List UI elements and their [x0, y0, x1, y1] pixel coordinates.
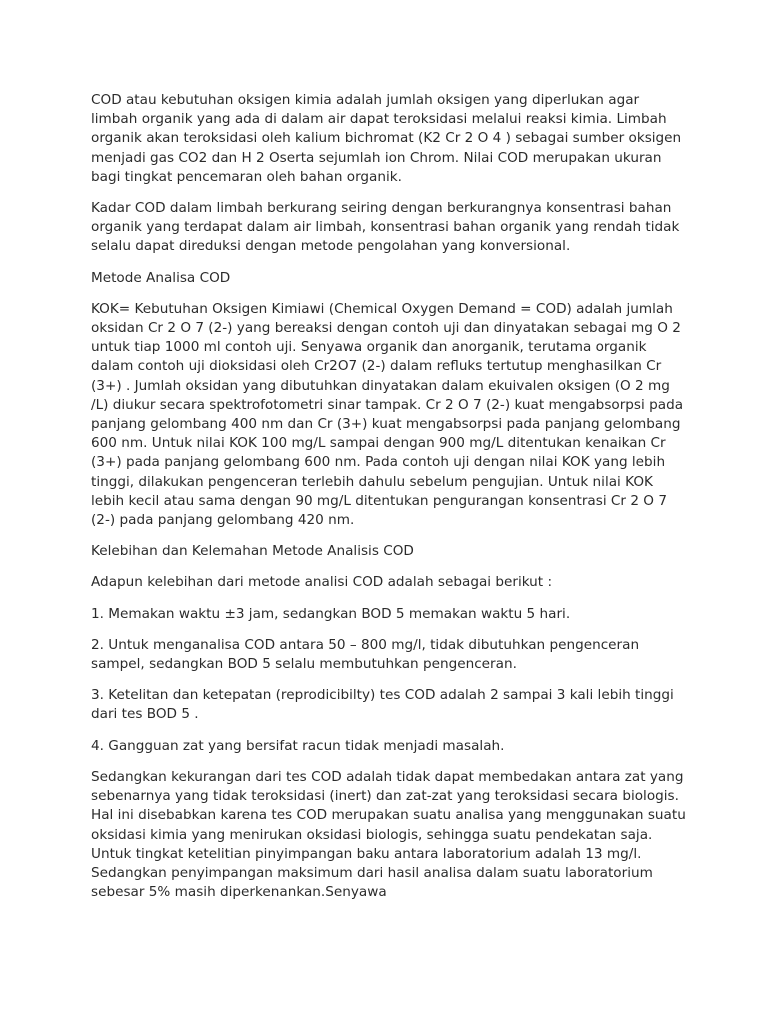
- list-item-1: 1. Memakan waktu ±3 jam, sedangkan BOD 5 memakan waktu 5 hari.: [91, 605, 571, 622]
- list-item-2: 2. Untuk menganalisa COD antara 50 – 800 mg/l, tidak dibutuhkan pengenceran sampel, sedangkan BOD 5 selalu membutuhkan pengenceran.: [91, 636, 640, 673]
- paragraph-cod-definition: COD atau kebutuhan oksigen kimia adalah jumlah oksigen yang diperlukan agar limbah organik yang ada di dalam air dapat teroksidasi melalui reaksi kimia. Limbah organik akan teroksidasi oleh kalium bichromat (K2 Cr 2 O 4 ) sebagai sumber oksigen menjadi gas CO2 dan H 2 Oserta sejumlah ion Chrom. Nilai COD merupakan ukuran bagi tingkat pencemaran oleh bahan organik.: [91, 92, 682, 185]
- paragraph-cod-levels: Kadar COD dalam limbah berkurang seiring dengan berkurangnya konsentrasi bahan organik yang terdapat dalam air limbah, konsentrasi bahan organik yang rendah tidak selalu dapat direduksi dengan metode pengolahan yang konversional.: [91, 200, 680, 255]
- heading-kelebihan-kelemahan: Kelebihan dan Kelemahan Metode Analisis COD: [91, 543, 414, 560]
- document-body: [91, 91, 686, 914]
- paragraph-kelebihan-intro: Adapun kelebihan dari metode analisi COD adalah sebagai berikut :: [91, 574, 553, 591]
- list-item-3: 3. Ketelitan dan ketepatan (reprodicibilty) tes COD adalah 2 sampai 3 kali lebih tinggi dari tes BOD 5 .: [91, 687, 674, 723]
- paragraph-kok-method: KOK= Kebutuhan Oksigen Kimiawi (Chemical Oxygen Demand = COD) adalah jumlah oksidan Cr 2 O 7 (2-) yang bereaksi dengan contoh uji dan dinyatakan sebagai mg O 2 untuk tiap 1000 ml contoh uji. Senyawa organik dan anorganik, terutama organik dalam contoh uji dioksidasi oleh Cr2O7 (2-) dalam refluks tertutup menghasilkan Cr (3+) . Jumlah oksidan yang dibutuhkan dinyatakan dalam ekuivalen oksigen (O 2 mg /L) diukur secara spektrofotometri sinar tampak. Cr 2 O 7 (2-) kuat mengabsorpsi pada panjang gelombang 400 nm dan Cr (3+) kuat mengabsorpsi pada panjang gelombang 600 nm. Untuk nilai KOK 100 mg/L sampai dengan 900 mg/L ditentukan kenaikan Cr (3+) pada panjang gelombang 600 nm. Pada contoh uji dengan nilai KOK yang lebih tinggi, dilakukan pengenceran terlebih dahulu sebelum pengujian. Untuk nilai KOK lebih kecil atau sama dengan 90 mg/L ditentukan pengurangan konsentrasi Cr 2 O 7 (2-) pada panjang gelombang 420 nm.: [91, 300, 684, 529]
- heading-metode-analisa: Metode Analisa COD: [91, 269, 231, 286]
- paragraph-kekurangan: Sedangkan kekurangan dari tes COD adalah tidak dapat membedakan antara zat yang sebenarnya yang tidak teroksidasi (inert) dan zat-zat yang teroksidasi secara biologis. Hal ini disebabkan karena tes COD merupakan suatu analisa yang menggunakan suatu oksidasi kimia yang menirukan oksidasi biologis, sehingga suatu pendekatan saja. Untuk tingkat ketelitian pinyimpangan baku antara laboratorium adalah 13 mg/l. Sedangkan penyimpangan maksimum dari hasil analisa dalam suatu laboratorium sebesar 5% masih diperkenankan.Senyawa: [91, 768, 686, 901]
- list-item-4: 4. Gangguan zat yang bersifat racun tidak menjadi masalah.: [91, 737, 505, 754]
